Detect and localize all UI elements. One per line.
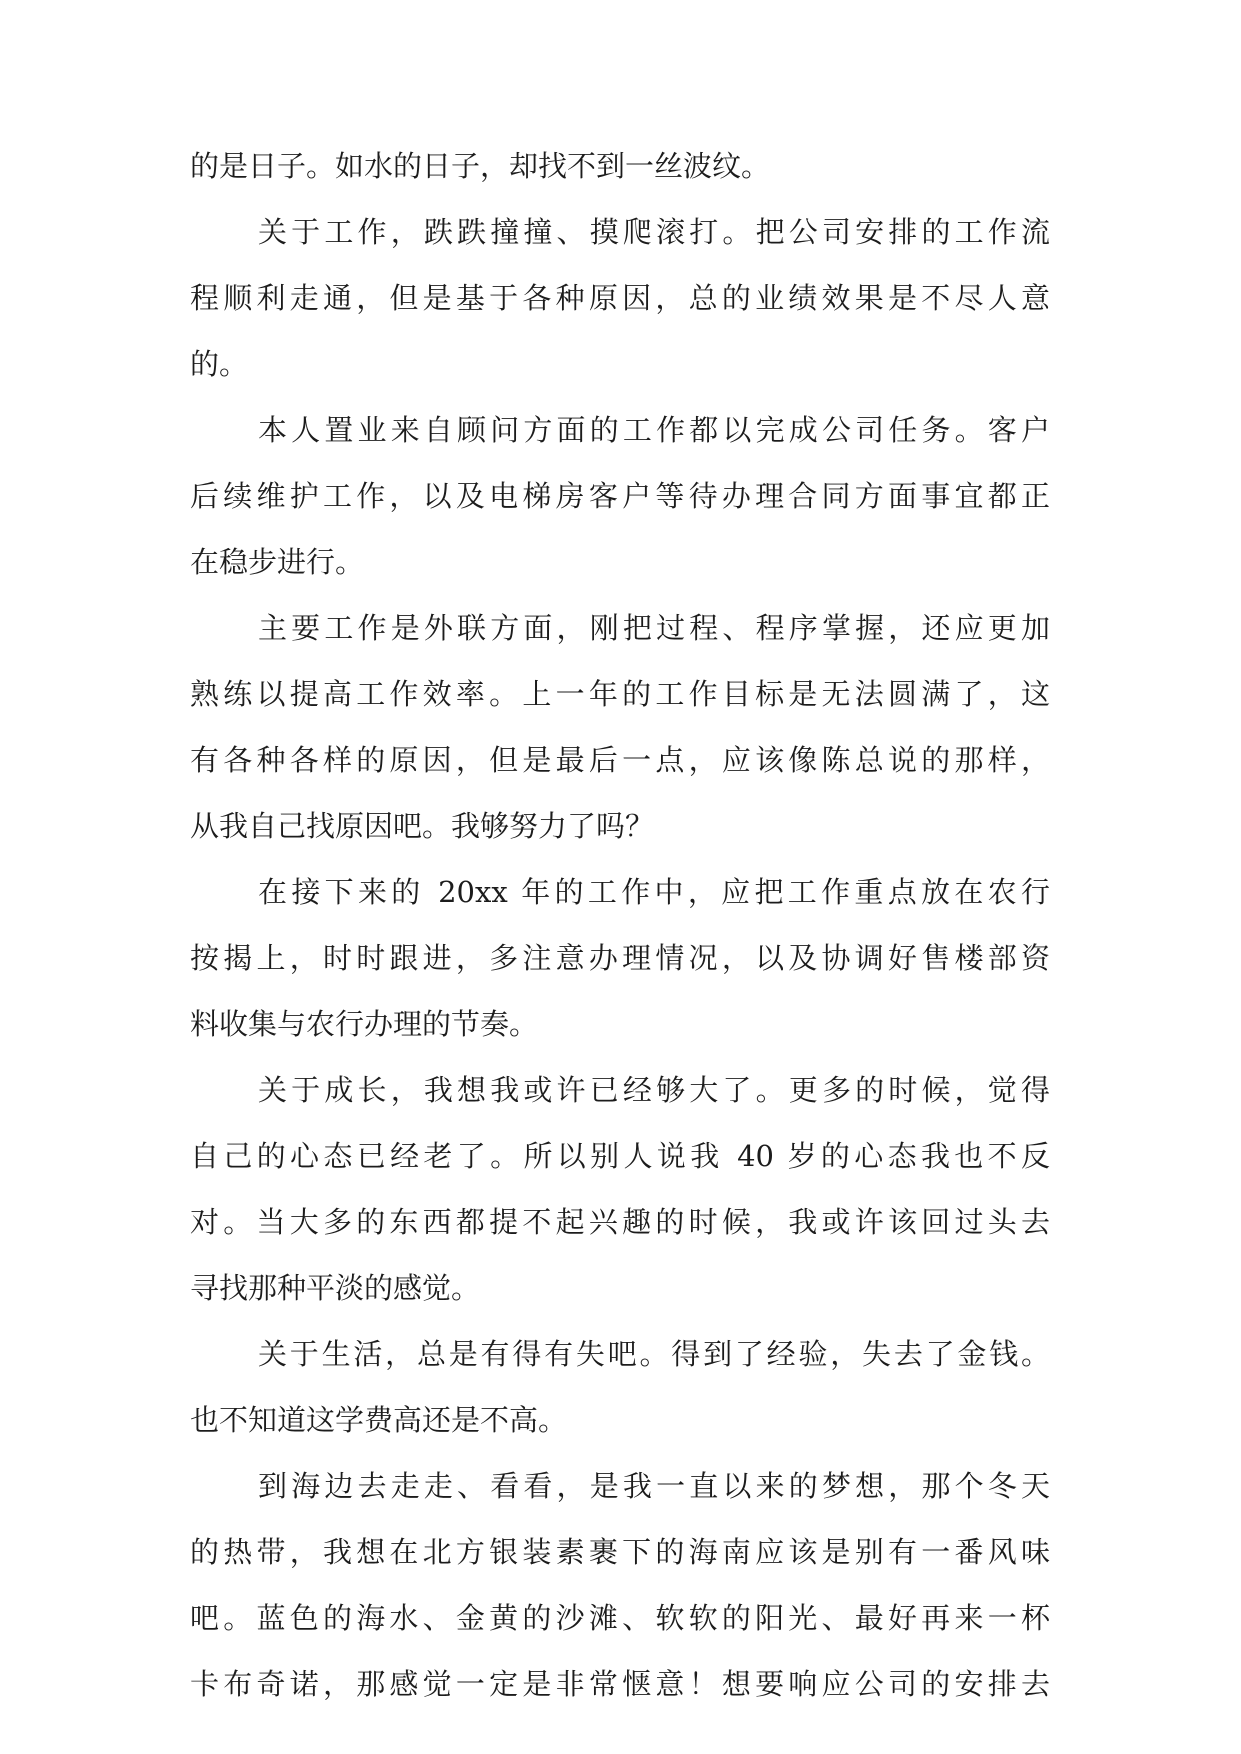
paragraph-start-line: 在接下来的 20xx 年的工作中，应把工作重点放在农行 — [258, 875, 1050, 909]
text-line: 在稳步进行。 — [190, 545, 365, 579]
text-line: 也不知道这学费高还是不高。 — [190, 1403, 568, 1437]
text-line: 料收集与农行办理的节奏。 — [190, 1007, 539, 1041]
text-line: 有各种各样的原因，但是最后一点，应该像陈总说的那样， — [190, 743, 1050, 777]
text-line: 按揭上，时时跟进，多注意办理情况，以及协调好售楼部资 — [190, 941, 1050, 975]
text-line: 的。 — [190, 347, 249, 381]
text-line: 自己的心态已经老了。所以别人说我 40 岁的心态我也不反 — [190, 1139, 1050, 1173]
paragraph-start-line: 关于生活，总是有得有失吧。得到了经验，失去了金钱。 — [258, 1337, 1050, 1371]
text-line: 对。当大多的东西都提不起兴趣的时候，我或许该回过头去 — [190, 1205, 1050, 1239]
text-line: 后续维护工作，以及电梯房客户等待办理合同方面事宜都正 — [190, 479, 1050, 513]
paragraph-start-line: 关于工作，跌跌撞撞、摸爬滚打。把公司安排的工作流 — [258, 215, 1050, 249]
text-line: 从我自己找原因吧。我够努力了吗？ — [190, 809, 655, 843]
text-line: 卡布奇诺，那感觉一定是非常惬意！想要响应公司的安排去 — [190, 1667, 1050, 1701]
text-line: 的是日子。如水的日子，却找不到一丝波纹。 — [190, 149, 771, 183]
paragraph-start-line: 关于成长，我想我或许已经够大了。更多的时候，觉得 — [258, 1073, 1050, 1107]
text-line: 的热带，我想在北方银装素裹下的海南应该是别有一番风味 — [190, 1535, 1050, 1569]
text-line: 寻找那种平淡的感觉。 — [190, 1271, 481, 1305]
paragraph-start-line: 本人置业来自顾问方面的工作都以完成公司任务。客户 — [258, 413, 1050, 447]
paragraph-start-line: 主要工作是外联方面，刚把过程、程序掌握，还应更加 — [258, 611, 1050, 645]
paragraph-start-line: 到海边去走走、看看，是我一直以来的梦想，那个冬天 — [258, 1469, 1050, 1503]
text-line: 程顺利走通，但是基于各种原因，总的业绩效果是不尽人意 — [190, 281, 1050, 315]
text-line: 熟练以提高工作效率。上一年的工作目标是无法圆满了，这 — [190, 677, 1050, 711]
text-line: 吧。蓝色的海水、金黄的沙滩、软软的阳光、最好再来一杯 — [190, 1601, 1050, 1635]
document-body — [190, 148, 1050, 1732]
